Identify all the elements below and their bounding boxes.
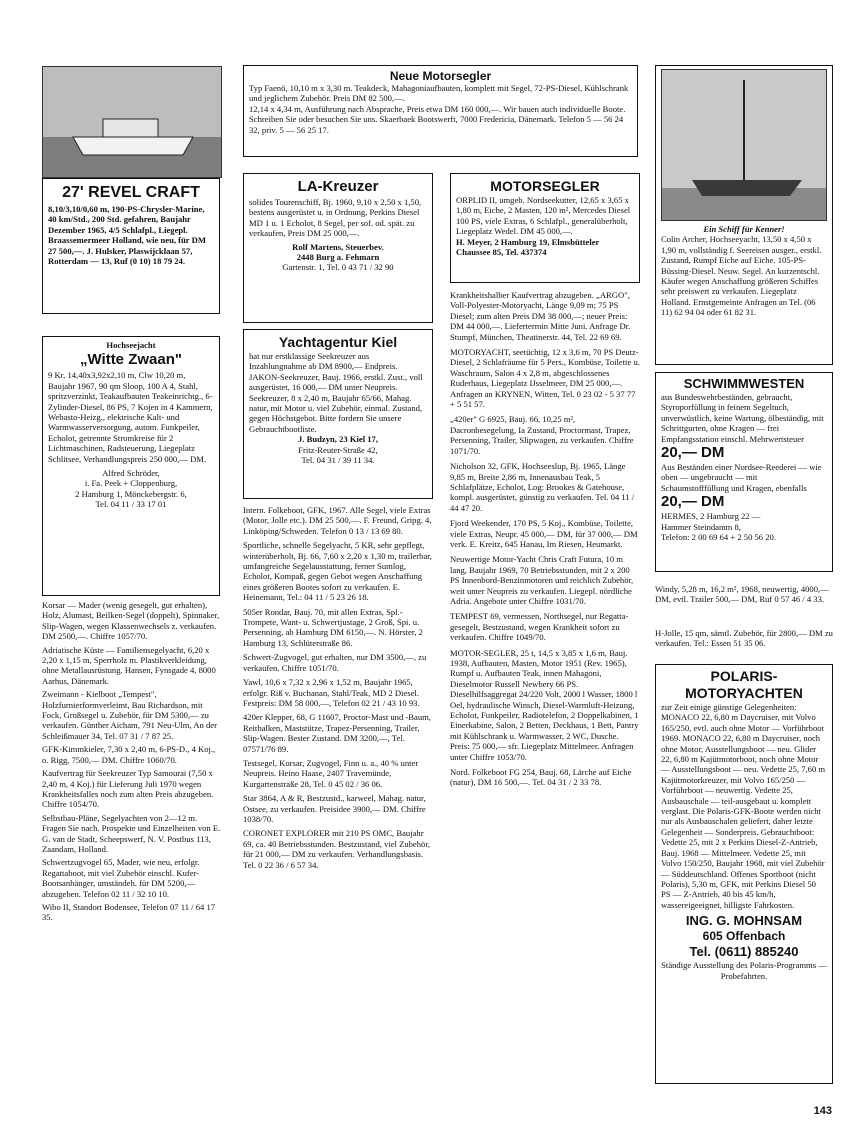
polaris-title: POLARIS-MOTORYACHTEN — [685, 668, 803, 701]
neue-body: Typ Faenö, 10,10 m x 3,30 m. Teakdeck, Mahagoniaufbauten, komplett mit Segel, 72-PS-Diesel, Kühlschrank und jeglichem Zubehör. Preis DM 82 500,—. — [249, 83, 629, 104]
kiel-seek: Seekreuzer, 8 x 2,40 m, Baujahr 65/66, Mahag. natur, mit Motor u. viel Zubehör, einmal. Zustand, gegen Höchstgebot. Bitte fordern Sie unsere Gebrauchtbootliste. — [249, 392, 423, 434]
la-contact-2: 2448 Burg a. Fehmarn — [296, 252, 380, 263]
motorsegler-title: MOTORSEGLER — [490, 178, 600, 194]
polaris-dealer-name: ING. G. MOHNSAM — [685, 913, 803, 929]
windy-ad — [655, 584, 833, 626]
mid-ad-5: Yawl, 10,6 x 7,32 x 2,96 x 1,52 m, Baujahr 1965, erfolgr. Riß v. Buchanan, Stahl/Teak, MD 2 Diesel. Festpreis: DM 58 000,—, Telefon 02 21 / 43 10 93. — [243, 677, 420, 708]
schwimmwesten-ad — [655, 372, 833, 572]
revel-craft-photo — [42, 66, 222, 178]
mid-ad-6: 420er Klepper, 68, G 11607, Proctor-Mast und -Baum, Reitbalken, Maststütze, Trapez-Persenning, Trailer, Slip-Wagen. Bester Zustand. DM 3200,—, Tel. 07571/76 89. — [243, 712, 431, 754]
rmid-ad-8: MOTOR-SEGLER, 25 t, 14,5 x 3,85 x 1,6 m, Bauj. 1938, Aufbauten, Masten, Motor 1951 (Rev. 1965), Rumpf u. Aufbauten Teak, innen Mahagoni, Dieselmotor Russell Newbery 66 PS. Dieselhilfsaggregat 24/220 Volt, 2000 l Wasser, 1800 l Oel, hydraulische Winsch, Diesel-Warmluft-Heizung, Echolot, Funkpeiler, Radiotelefon, 2 Doppelkabinen, 1 Einerkabine, Salon, 2 Betten, Deckhaus, 1 Bett, Pantry mit Kühlschrank u. Warmwasser, 2 WC, Dusche. Preis: 75 000,— sfr. Liegeplatz Mittelmeer. Anfragen unter Chiffre 1053/70. — [450, 647, 639, 762]
page-number: 143 — [813, 1105, 832, 1117]
mid-ad-8: Star 3864, A & R, Bestzustd., karweel, Mahag. natur, Ostsee, zu verkaufen. Preisidee 3900,— DM. Chiffre 1038/70. — [243, 793, 426, 824]
polaris-dealer-city: 605 Offenbach — [702, 929, 786, 944]
mid-ad-1: Intern. Folkeboot, GFK, 1967. Alle Segel, viele Extras (Motor, Jolle etc.). DM 25 500,—. F. Freund, Gripg. 4, Linköping/Schweden. Telefon 0 13 / 13 69 80. — [243, 505, 432, 536]
rmid-ad-5: Fjord Weekender, 170 PS, 5 Koj., Kombüse, Toilette, viele Extras, Neupr. 45 000,— DM, für 37 000,— DM verk. E. Kreitz, 645 Hanau, Im Riesen, Heumarkt. — [450, 518, 638, 549]
mid-ad-7: Testsegel, Korsar, Zugvogel, Finn u. a., 40 % unter Neupreis. Heino Haase, 2407 Travemünde, Kurgartenstraße 28, Tel. 0 45 02 / 36 06. — [243, 757, 419, 789]
rmid-ad-3: „420er" G 6925, Bauj. 66, 10,25 m², Dacronbesegelung, Ia Zustand, Proctormast, Trapez, Persenning, Trailer, Slipwagen, zu verkaufen. Chiffre 1071/70. — [450, 414, 634, 456]
revel-title: 27' REVEL CRAFT — [62, 184, 200, 201]
polaris-footer: Ständige Ausstellung des Polaris-Programms — Probefahrten. — [661, 960, 827, 981]
neue-title: Neue Motorsegler — [389, 69, 492, 83]
left-ad-7: Schwertzugvogel 65, Mader, wie neu, erfolgr. Regattaboot, mit viel Zubehör einschl. Kufer-Bootsanhänger, umständeh. für DM 5200,— abzugeben. Telefon 02 11 / 32 10 10. — [42, 857, 200, 899]
yachtagentur-kiel-ad — [243, 329, 433, 499]
left-classifieds — [42, 600, 222, 1100]
left-ad-6: Selbstbau-Pläne, Segelyachten von 2—12 m. Fragen Sie nach. Prospekte und Einzelheiten von E. G. van de Stadt, Scheepswerf, N. V. Postbus 113, Zaandam, Holland. — [42, 812, 221, 854]
witte-title: „Witte Zwaan" — [80, 351, 182, 369]
schwimm-body2: Aus Beständen einer Nordsee-Reederei — wie oben — ungebraucht — mit Schaumstofffüllung und Kragen, ebenfalls — [661, 462, 822, 493]
witte-contact-4: Tel. 04 11 / 33 17 01 — [95, 499, 167, 510]
hjolle-text: H-Jolle, 15 qm, sämtl. Zubehör, für 2800,— DM zu verkaufen. Tel.: Essen 51 35 06. — [655, 628, 833, 649]
revel-craft-ad — [42, 178, 220, 314]
sailboat-photo — [661, 69, 827, 221]
left-ad-8: Wibo II, Standort Bodensee, Telefon 07 11 / 64 17 35. — [42, 901, 216, 923]
rmid-ad-4: Nicholson 32, GFK, Hochseeslup, Bj. 1965, Länge 9,85 m, Breite 2,86 m, Innenausbau Teak, 5 Schlafplätze, Echolot, Log: Brookes & Gatehouse, kompl. ausgerüstet, günstig zu verkaufen. Tel. 04 11 / 44 47 20. — [450, 461, 635, 513]
schwimm-contact-2: Hammer Steindamm 8, — [661, 521, 741, 532]
la-kreuzer-ad — [243, 173, 433, 323]
kiel-title: Yachtagentur Kiel — [278, 334, 398, 350]
mid-classifieds — [243, 505, 433, 1105]
schwimm-contact-3: Telefon: 2 00 69 64 + 2 50 56 20. — [661, 532, 776, 543]
mid-ad-2: Sportliche, schnelle Segelyacht, 5 KR, sehr gepflegt, winterüberholt, Bj. 66, 7,60 x 2,20 x 1,30 m, trailerbar, umfangreiche Segelausstattung, ferner Sumlog, Echolot, Kompaß, gegen Gebot wegen Anschaffung eines größeren Bootes sofort zu verkaufen. E. Heinemann, Tel.: 04 11 / 5 23 26 18. — [243, 540, 432, 603]
witte-contact-2: i. Fa. Peek + Cloppenburg, — [84, 478, 178, 489]
mid-ad-3: 505er Rondar, Bauj. 70, mit allen Extras, Spl.-Trompete, Want- u. Schwertjustage, 2 Groß, Spi. u. Persenning, ab Hamburg DM 6150,—. N. Hörster, 2 Hamburg 13, Schlüterstraße 86. — [243, 606, 423, 648]
rmid-ad-9: Nord. Folkeboot FG 254, Bauj. 68, Lärche auf Eiche (natur), DM 16 500,—. Tel. 04 31 / 2 33 78. — [450, 767, 632, 788]
left-ad-5: Kaufvertrag für Seekreuzer Typ Samourai (7,50 x 2,40 m, 4 Koj.) für Lieferung Juli 1970 wegen Krankheitsfalles noch zum alten Preis abzugeben. Chiffre 1054/70. — [42, 768, 214, 810]
motorboat-photo-icon — [43, 67, 221, 177]
schwimm-price-2: 20,— DM — [661, 493, 725, 511]
schwimm-contact-1: HERMES, 2 Hamburg 22 — — [661, 511, 761, 522]
motorsegler-ad — [450, 173, 640, 283]
kiel-contact-1: J. Budzyn, 23 Kiel 17, — [298, 434, 378, 445]
revel-body: 8,10/3,10/0,60 m, 190-PS-Chrysler-Marine, 40 km/Std., 200 Std. gefahren, Baujahr Dezember 1965, 4/5 Schlafpl., Liegepl. Braassemermeer Holland, wie neu, für DM 27 500,—. J. Hulsker, Plaswijcklaan 57, Rotterdam — 13, Ruf (0 10) 18 79 24. — [48, 204, 206, 267]
left-ad-1: Korsar — Mader (wenig gesegelt, gut erhalten), Holz, Alumast, Beilken-Segel (doppelt), Spinnaker, Slip-Wagen, wegen Klassenwechsels z. verkaufen. DM 2500,—. Chiffre 1057/70. — [42, 600, 220, 642]
polaris-body: zur Zeit einige günstige Gelegenheiten: MONACO 22, 6,80 m Daycruiser, mit Volvo 165/250, evtl. auch ohne Motor — Vorführboot 1969. MONACO 22, 6,80 m Daycruiser, noch ohne Motor, Ausstellungsboot — neu. Glider 22, 6,80 m Kajütmotorboot, noch ohne Motor — Ausstellungsboot — neu. Vedette 25, 7,60 m Kajütmotorkreuzer, mit Volvo 165/250 — Vorführboot — neuwertig. Vedette 25, Ausbauschale — teil-ausgebaut u. komplett verglast. Die Polaris-GFK-Boote werden nicht nur als Ausbauschalen geliefert, daher letzte Gelegenheit — Sonderpreis. Gebrauchtboot: Vedette 25, mit 2 x Perkins Diesel-Z-Antrieb, Bauj. 1968 — Mittelmeer. Vedette 25, mit Volvo 150/250, Baujahr 1968, mit viel Zubehör — Süddeutschland. Offenes Sportboot (nicht Polaris), 5,30 m, GFK, mit Perkins Diesel 50 PS — Z-Antrieb, 40 bis 45 km/h, wassereigeeignet, billigste Fahrkosten. — [661, 702, 826, 910]
witte-zwaan-ad — [42, 336, 220, 596]
sailboat-photo-icon — [662, 70, 826, 220]
witte-contact-1: Alfred Schröder, — [102, 468, 160, 479]
left-ad-2: Adriatische Küste — Familiensegelyacht, 6,20 x 2,20 x 1,15 m, Sperrholz m. Plastikverkleidung, ohne Metallausrüstung. Hansen, Fynsgade 4, 8000 Aarhus, Dänemark. — [42, 644, 216, 686]
left-ad-3: Zweimann - Kielboot „Tempest", Holzfurnierformverleimt, Bau Richardson, mit Fock, Großsegel u. Zubehör, für DM 5300,— zu verkaufen. Günther Aicham, 791 Neu-Ulm, An der Schleißmauer 34, Tel. 07 31 / 7 87 25. — [42, 689, 217, 741]
schwimm-body1: aus Bundeswehrbeständen, gebraucht, Styroporfüllung in feinem Segeltuch, unverwüstlich, keine Wartung, ölbeständig, mit Schrittgurten, ohne Kragen — frei Empfangsstation einschl. Mehrwertsteuer — [661, 392, 824, 444]
neue-motorsegler-ad — [243, 65, 638, 157]
kiel-contact-3: Tel. 04 31 / 39 11 34. — [301, 455, 375, 466]
polaris-dealer-phone: Tel. (0611) 885240 — [689, 944, 799, 960]
mid-ad-4: Schwert-Zugvogel, gut erhalten, nur DM 3500,—, zu verkaufen. Chiffre 1051/70. — [243, 652, 427, 673]
rmid-ad-6: Neuwertige Motor-Yacht Chris Craft Futura, 10 m lang, Baujahr 1969, 70 Betriebsstunden, mit 2 x 200 PS Innenbord-Benzinmotoren und reichlich Zubehör, weit unter Neupreis zu verkaufen. Liegepl. nördliche Adria. Angebote unter Chiffre 1031/70. — [450, 554, 634, 606]
la-contact-3: Gartenstr. 1, Tel. 0 43 71 / 32 90 — [282, 262, 394, 273]
right-mid-classifieds — [450, 290, 640, 1100]
motorsegler-body: ORPLID II, umgeb. Nordseekutter, 12,65 x 3,65 x 1,80 m, Eiche, 2 Masten, 120 m², Mercedes Diesel 100 PS, viele Extras, 6 Schlafpl., generalüberholt, Liegeplatz Wedel. DM 45 000,—. — [456, 195, 631, 237]
la-body: solides Tourenschiff, Bj. 1960, 9,10 x 2,50 x 1,50, bestens ausgerüstet u. in Ordnung, Perkins Diesel MD 1 u. 1 Echolot, 8 Segel, per sof. od. spät. zu verkaufen, Preis DM 25 000,—. — [249, 197, 422, 239]
schiff-body: Colin Archer, Hochseeyacht, 13,50 x 4,50 x 1,90 m, vollständig f. Seereisen ausger., erstkl. Zustand, Rumpf Eiche auf Eiche. 105-PS-Büssing-Diesel. Neuw. Segel. An kurzentschl. Käufer wegen Anschaffung größeren Schiffes sehr preiswert zu verkaufen. Liegeplatz Holland. Ernstgemeinte Anfragen an Tel. (06 11) 62 94 04 oder 61 82 31. — [661, 234, 822, 318]
kiel-contact-2: Fritz-Reuter-Straße 42, — [298, 444, 378, 455]
kiel-body: hat nur erstklassige Seekreuzer aus Inzahlungnahme ab DM 8900,— Endpreis. — [249, 351, 398, 372]
schiff-fuer-kenner-ad — [655, 65, 833, 365]
rmid-ad-2: MOTORYACHT, seetüchtig, 12 x 3,6 m, 70 PS Deutz-Diesel, 2 Schlafräume für 5 Pers., Kombüse, Toilette u. Waschraum, Salon 4 x 2,8 m, abgeschlossenes Ruderhaus, Liegeplatz IJsselmeer, DM 25 000,—. Anfragen an KRYNEN, Witten, Tel. 0 23 02 - 5 37 77 + 5 51 57. — [450, 347, 640, 410]
witte-contact-3: 2 Hamburg 1, Mönckebergstr. 6, — [75, 488, 187, 499]
left-ad-4: GFK-Kimmkieler, 7,30 x 2,40 m, 6-PS-D., 4 Koj., o. Rigg, 7500,— DM. Chiffre 1060/70. — [42, 744, 216, 765]
schiff-title: Ein Schiff für Kenner! — [703, 224, 785, 234]
schwimm-price-1: 20,— DM — [661, 444, 725, 462]
neue-body2: 12,14 x 4,34 m, Ausführung nach Absprache, Preis etwa DM 160 000,—. Wir bauen auch individuelle Boote. Schreiben Sie oder besuchen Sie uns. Skaerbaek Bootswerft, 7000 Fredericia, Dänemark. Telefon 5 — 56 24 32, priv. 5 — 56 25 17. — [249, 103, 626, 135]
schwimm-title: SCHWIMMWESTEN — [683, 376, 805, 391]
witte-kicker: Hochseejacht — [106, 340, 156, 350]
rmid-ad-7: TEMPEST 69, vermessen, Northsegel, nur Regatta-gesegelt, Bestzustand, wegen Krankheit sofort zu verkaufen. Chiffre 1049/70. — [450, 611, 629, 643]
windy-text: Windy, 5,28 m, 16,2 m², 1968, neuwertig, 4000,— DM, evtl. Trailer 500,— DM, Ruf 0 57 46 / 4 33. — [655, 584, 829, 605]
polaris-ad — [655, 664, 833, 1084]
la-title: LA-Kreuzer — [297, 178, 379, 195]
witte-body: 9 Kr, 14,40x3,92x2,10 m, Clw 10,20 m, Baujahr 1967, 90 qm Sloop, 100 A 4, Stahl, spritzverzinkt, Teakaufbauten Teakeinrichtg., 6-Zylinder-Diesel, 86 PS, 7 Kojen in 4 Kammern, Webasto-Heizg., elektrische Kalt- und Warmwasserversorgung, autom. Funkpeiler, Echolot, getrennte Stromkreise für 2 Lichtmaschinen, Radsteuerung, Liegeplatz Schlitsee, Verhandlungspreis 250 000,— DM. — [48, 370, 213, 464]
la-contact-1: Rolf Martens, Steuerbev. — [292, 241, 384, 252]
hjolle-ad — [655, 628, 833, 660]
kiel-jakon: JAKON-Seekreuzer, Bauj. 1966, erstkl. Zust., voll ausgerüstet, 16 000,— DM unter Neupreis. — [249, 371, 423, 393]
mid-ad-9: CORONET EXPLORER mit 210 PS OMC, Baujahr 69, ca. 40 Betriebsstunden. Bestzustand, viel Zubehör, für 21 000,— DM zu verkaufen. Verhandlungsbasis. Tel. 0 22 36 / 6 57 34. — [243, 828, 431, 870]
motorsegler-contact: H. Meyer, 2 Hamburg 19, Elmsbütteler Chaussee 85, Tel. 437374 — [456, 236, 600, 258]
rmid-ad-1: Krankheitshalber Kaufvertrag abzugeben. „ARGO", Voll-Polyester-Motoryacht, Länge 9,09 m; 75 PS Diesel; zum alten Preis DM 38 000,—; neuer Preis: DM 44 000,—. Liefertermin Mitte Juni. Anfrage Dr. Stumpf, München, Theatinerstr. 44, Tel. 22 69 69. — [450, 290, 631, 342]
